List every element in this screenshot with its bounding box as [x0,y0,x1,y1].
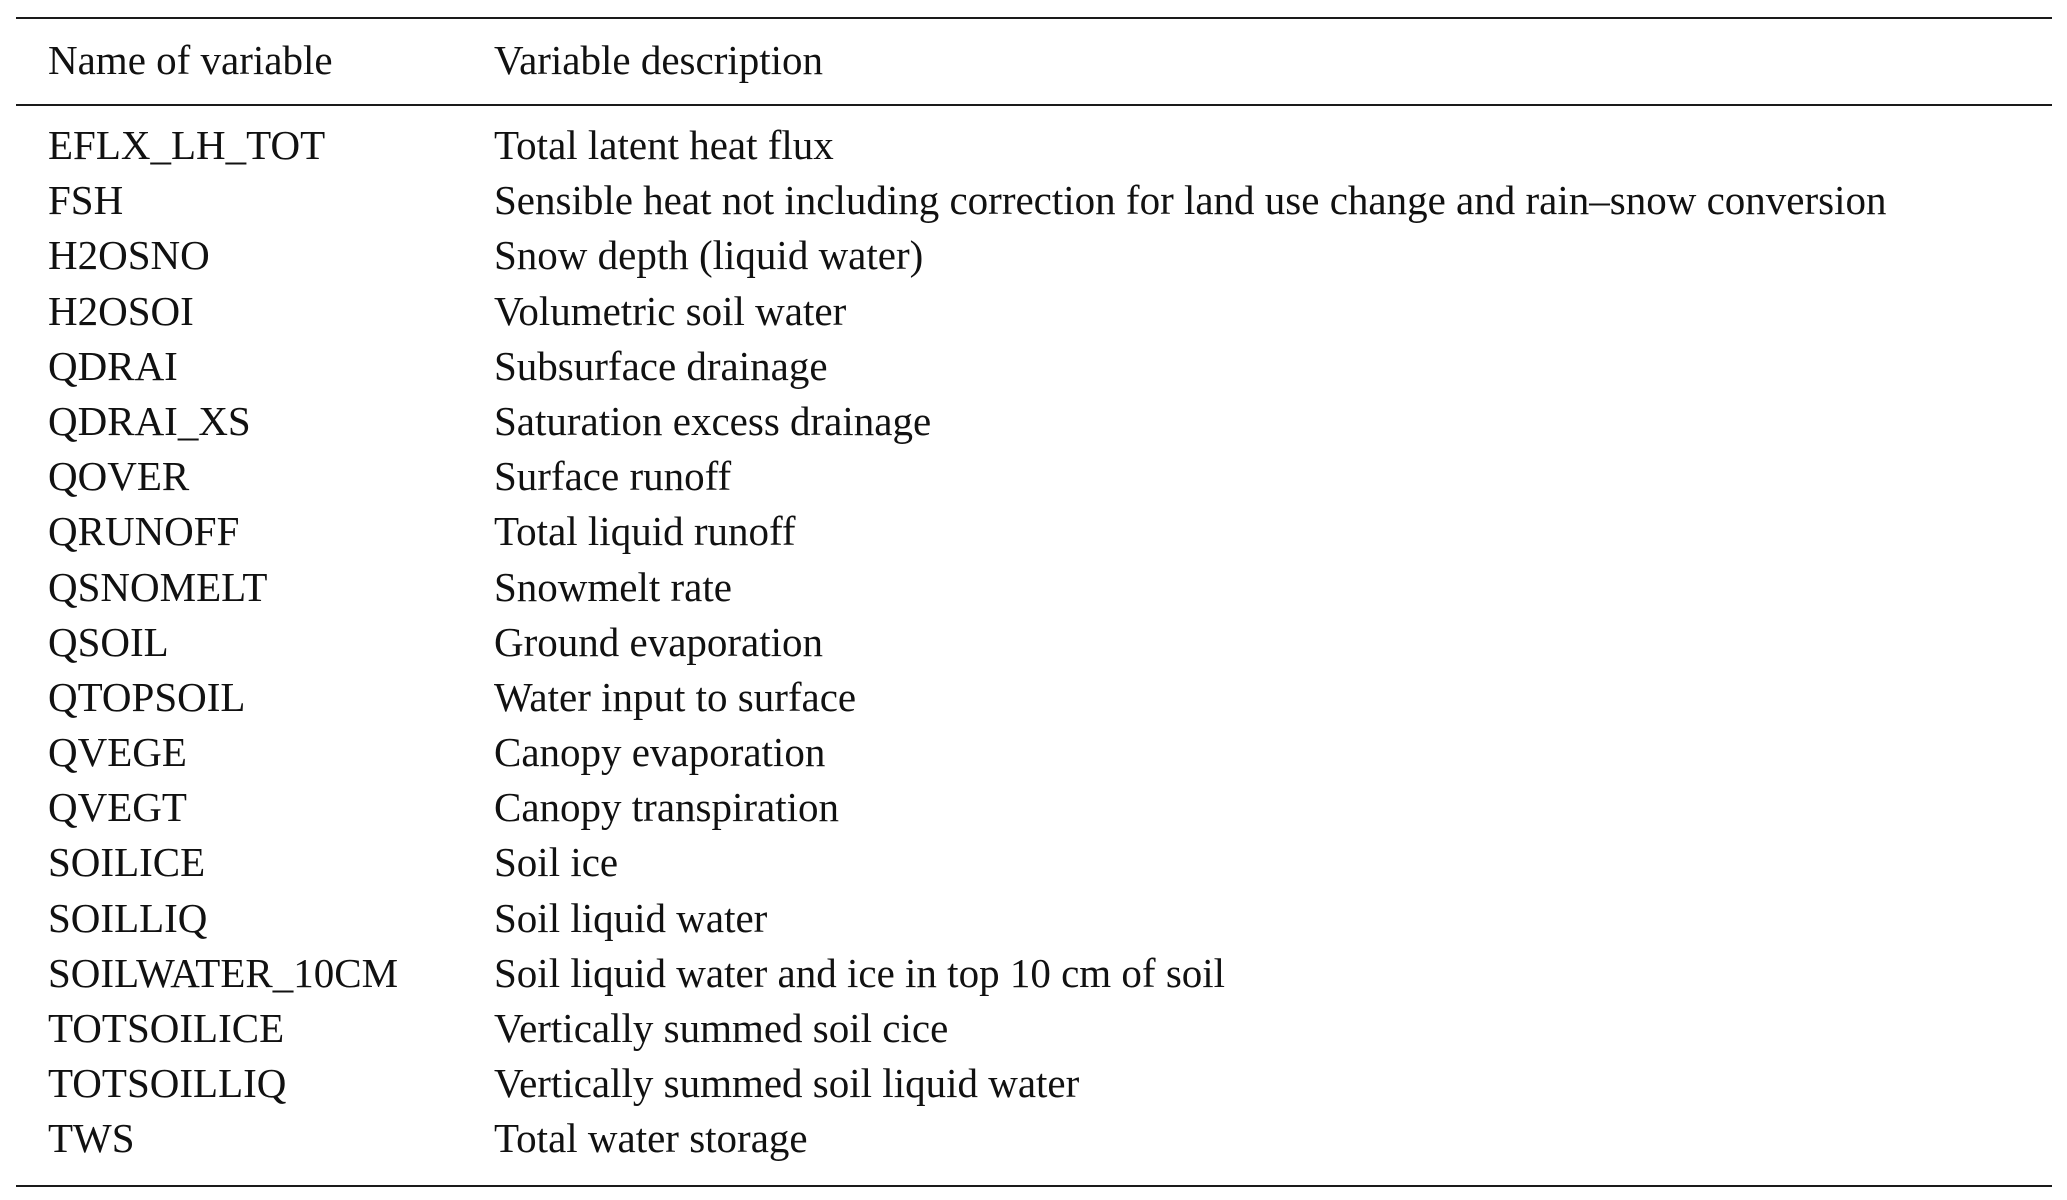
variable-name: QSOIL [48,618,169,665]
variable-description: Canopy transpiration [494,784,840,831]
variable-description: Total liquid runoff [494,508,796,555]
table-row [16,835,2052,890]
table-row [16,946,2052,1001]
bottom-rule [16,1185,2052,1187]
variable-description: Vertically summed soil cice [494,1005,949,1051]
variable-description: Canopy evaporation [494,729,826,776]
variable-name: QOVER [48,453,190,500]
variable-description: Surface runoff [494,453,732,500]
variable-description: Vertically summed soil liquid water [494,1060,1080,1107]
table-row [16,394,2052,449]
variable-name: FSH [48,177,124,224]
variable-name: H2OSNO [48,232,210,279]
table-row [16,118,2052,173]
table-row [16,891,2052,946]
variable-name: QDRAI [48,342,178,389]
table-row [16,228,2052,283]
variable-name: EFLX_LH_TOT [48,122,326,168]
table-row [16,1001,2052,1056]
variable-name: TWS [48,1115,135,1162]
variable-description: Saturation excess drainage [494,397,932,444]
variable-name: QTOPSOIL [48,673,246,720]
table-row [16,560,2052,615]
header-name-of-variable: Name of variable [48,37,333,83]
variable-name: SOILWATER_10CM [48,949,399,996]
variable-description: Sensible heat not including correction for land use change and rain–snow conversion [494,177,1887,224]
variable-description: Soil ice [494,839,619,886]
table-row [16,339,2052,394]
variable-name: TOTSOILICE [48,1005,285,1051]
variable-description: Subsurface drainage [494,342,828,389]
variable-table [16,17,2052,1187]
table-row [16,449,2052,504]
variable-description: Snowmelt rate [494,563,732,610]
table-row [16,1111,2052,1166]
variable-name: QVEGT [48,784,187,831]
variable-description: Snow depth (liquid water) [494,232,924,279]
variable-name: H2OSOI [48,287,194,334]
table-row [16,670,2052,725]
variable-description: Total water storage [494,1115,808,1162]
variable-description: Total latent heat flux [494,122,834,168]
variable-name: QVEGE [48,729,187,776]
variable-description: Soil liquid water and ice in top 10 cm of soil [494,949,1226,996]
table-row [16,780,2052,835]
variable-name: SOILLIQ [48,894,208,941]
table-body [16,106,2052,1185]
variable-description: Water input to surface [494,673,857,720]
variable-description: Soil liquid water [494,894,768,941]
variable-description: Volumetric soil water [494,287,847,334]
variable-name: QSNOMELT [48,563,268,610]
table-row [16,725,2052,780]
variable-name: QRUNOFF [48,508,240,555]
variable-name: TOTSOILLIQ [48,1060,287,1107]
table-row [16,1056,2052,1111]
table-row [16,615,2052,670]
table-row [16,284,2052,339]
table-header [16,19,2052,104]
variable-name: QDRAI_XS [48,397,251,444]
table-row [16,173,2052,228]
table-row [16,504,2052,559]
variable-name: SOILICE [48,839,206,886]
variable-description: Ground evaporation [494,618,824,665]
header-variable-description: Variable description [494,37,824,83]
